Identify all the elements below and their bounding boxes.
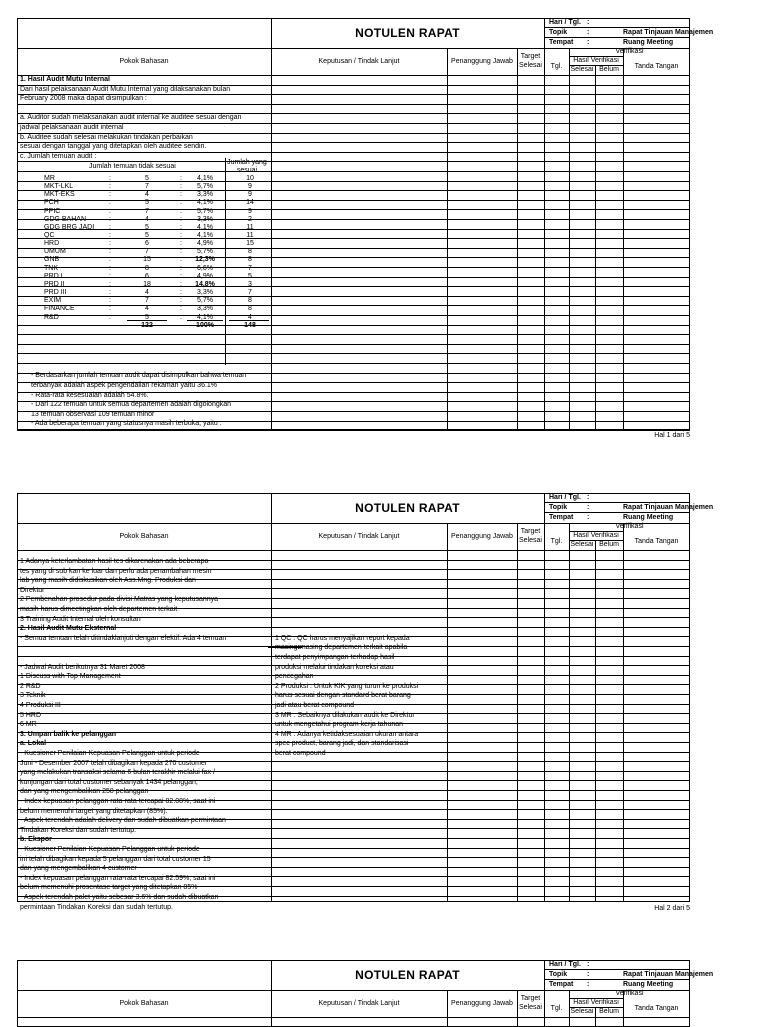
colon: : xyxy=(109,183,111,191)
audit-dept: UMUM xyxy=(44,248,66,256)
content-line: - Index kepuasan pelanggan rata-rata tercapai 82.08%, saat ini xyxy=(20,798,216,805)
audit-sesuai-count: 15 xyxy=(246,240,254,248)
audit-dept: PCH xyxy=(44,199,59,207)
content-line: 2. Hasil Audit Mutu Eksternal xyxy=(20,625,117,633)
content-line: 2 R&D xyxy=(20,682,41,690)
audit-count: 7 xyxy=(145,207,149,215)
colon: : xyxy=(109,313,111,321)
content-line: Dari hasil pelaksanaan Audit Mutu Internal yang dilaksanakan bulan xyxy=(20,85,231,93)
row-line xyxy=(17,219,690,220)
col-keputusan: Keputusan / Tindak Lanjut xyxy=(318,533,400,540)
content-line: Tindakan Koreksi dan sudah tertutup. xyxy=(20,826,137,834)
audit-sesuai-count: 4 xyxy=(248,313,252,321)
col-keputusan: Keputusan / Tindak Lanjut xyxy=(318,1000,400,1007)
colon: : xyxy=(109,289,111,297)
audit-sesuai-count: 8 xyxy=(248,305,252,313)
colon: : xyxy=(180,305,182,313)
col-selesai-verif: Selesai xyxy=(570,66,594,73)
col-hasil-verifikasi: Hasil Verifikasi xyxy=(573,532,619,539)
note-line: 13 temuan observasi 109 temuan minor xyxy=(31,410,155,418)
row-line xyxy=(17,296,690,297)
col-tanda-tangan: Tanda Tangan xyxy=(634,63,679,70)
row-line xyxy=(17,181,690,182)
row-line xyxy=(17,277,690,278)
decision-line: masing-masing departemen terkait apabila xyxy=(275,644,408,652)
colon: : xyxy=(109,272,111,280)
notulen-page-1 xyxy=(17,18,714,439)
row-line xyxy=(17,248,690,249)
content-line: - Jadwal Audit berikutnya 31 Maret 2008 xyxy=(20,663,145,671)
content-line: c. Jumlah temuan audit : xyxy=(20,152,97,160)
note-line: - Dari 122 temuan untuk semua departemen adalah digolongkan xyxy=(31,401,232,409)
content-line: 1. Hasil Audit Mutu Internal xyxy=(20,76,110,83)
audit-count: 5 xyxy=(145,232,149,239)
audit-count: 5 xyxy=(145,313,149,321)
decision-line: 2 Produksi : Untuk KIK yang turun ke produksi xyxy=(275,682,419,690)
audit-dept: GNB xyxy=(44,256,60,264)
tempat-value: Ruang Meeting xyxy=(623,514,674,521)
colon: : xyxy=(587,19,590,26)
colon: : xyxy=(180,207,182,215)
colon: : xyxy=(587,961,590,968)
colon: : xyxy=(180,191,182,199)
audit-percent: 6,6% xyxy=(197,264,213,272)
audit-col-sesuai-2: sesuai xyxy=(236,167,258,175)
audit-count: 8 xyxy=(145,264,149,272)
content-line: permintaan Tindakan Koreksi dan sudah tertutup. xyxy=(20,903,173,911)
col-selesai: Selesai xyxy=(519,537,542,544)
audit-count: 4 xyxy=(145,289,149,297)
audit-percent: 4,1% xyxy=(197,313,213,321)
row-line xyxy=(17,325,690,326)
topik-value: Rapat Tinjauan Manajemen xyxy=(623,29,714,36)
decision-line: 3 MR : Sebaiknya dilakukan audit ke Direktur xyxy=(275,711,415,719)
col-belum: Belum xyxy=(599,1008,619,1015)
audit-percent: 3,3% xyxy=(197,215,213,223)
colon: : xyxy=(180,264,182,272)
audit-sesuai-count: 9 xyxy=(248,191,252,199)
audit-percent: 5,7% xyxy=(197,248,213,256)
content-line: 2 Pembenahan prosedur pada divisi Matras yang keputusannya xyxy=(20,596,219,604)
audit-total-count: 122 xyxy=(141,321,153,329)
page-number: Hal 1 dari 5 xyxy=(654,432,690,439)
content-line: 6 MR xyxy=(20,721,37,729)
note-line: - Rata-rata kesesuaian adalah 54.8%. xyxy=(31,391,149,399)
audit-table-divider xyxy=(225,158,226,365)
content-line: - Semua temuan telah ditindaklanjuti dengan efektif. Ada 4 temuan xyxy=(20,634,227,642)
row-line xyxy=(17,588,690,589)
arrow-icon xyxy=(268,647,302,648)
content-line: a. Lokal xyxy=(20,740,47,748)
col-verifikasi: Verifikasi xyxy=(615,48,644,55)
row-line xyxy=(17,200,690,201)
colon: : xyxy=(587,971,590,978)
decision-line: 4 MR : Adanya ketidaksesuaian ukuran antara xyxy=(275,730,419,738)
content-line: belum memenuhi prosentase target yang ditetapkan 85% xyxy=(20,884,198,892)
colon: : xyxy=(587,29,590,36)
content-line: yang melakukan transaksi selama 6 bulan terakhir melalui fax / xyxy=(20,769,215,777)
audit-sesuai-count: 8 xyxy=(248,297,252,305)
header-bottom-line xyxy=(17,1017,690,1018)
content-line: 3 Teknik xyxy=(20,692,46,700)
row-line xyxy=(17,838,690,839)
hari-label: Hari / Tgl. xyxy=(549,494,581,501)
content-line: - Index kepuasan pelanggan rata-rata tercapai 82.59%, saat ini xyxy=(20,874,216,882)
decision-line: 1 QC : QC harus menyajikan report kepada xyxy=(275,634,410,642)
colon: : xyxy=(109,215,111,223)
audit-sesuai-count: 8 xyxy=(248,256,252,264)
audit-count: 7 xyxy=(145,297,149,305)
row-line xyxy=(17,229,690,230)
audit-count: 7 xyxy=(145,183,149,191)
header-bottom-line xyxy=(17,75,690,76)
content-line: tes yang di sub kan ke luar dan perlu ada penambahan mesin xyxy=(20,567,212,575)
audit-sesuai-count: 2 xyxy=(248,215,252,223)
audit-dept: PPIC xyxy=(44,207,61,215)
audit-dept: GDG BAHAN xyxy=(44,215,87,223)
note-line: - Berdasarkan jumlah temuan audit dapat disimpulkan bahwa temuan xyxy=(31,372,247,380)
hari-label: Hari / Tgl. xyxy=(549,961,581,968)
topik-label: Topik xyxy=(549,504,568,511)
column-divider xyxy=(271,990,272,1027)
audit-dept: MR xyxy=(44,174,55,182)
audit-count: 5 xyxy=(145,223,149,231)
topik-value: Rapat Tinjauan Manajemen xyxy=(623,504,714,511)
row-line xyxy=(17,209,690,210)
content-line: kunjungan dari total customer sebanyak 1434 pelanggan, xyxy=(20,778,198,786)
content-line: dan yang mengembalikan 4 customer xyxy=(20,865,137,873)
audit-percent: 4,1% xyxy=(197,199,213,207)
audit-dept: MKT-EKS xyxy=(44,191,75,199)
col-selesai: Selesai xyxy=(519,62,542,69)
colon: : xyxy=(180,313,182,321)
audit-count: 18 xyxy=(143,280,151,288)
content-line: b. Auditee sudah selesai melakukan tindakan perbaikan xyxy=(20,133,193,141)
audit-sesuai-count: 14 xyxy=(246,199,254,207)
content-line: 5 HRD xyxy=(20,711,42,719)
colon: : xyxy=(180,289,182,297)
topik-label: Topik xyxy=(549,29,568,36)
content-line: February 2008 maka dapat disimpulkan : xyxy=(20,95,147,103)
audit-percent: 5,7% xyxy=(197,207,213,215)
audit-col-sesuai: Jumlah yang xyxy=(227,159,267,167)
audit-sesuai-count: 10 xyxy=(246,174,254,182)
col-belum: Belum xyxy=(599,541,619,548)
colon: : xyxy=(109,191,111,199)
colon: : xyxy=(109,264,111,272)
audit-count: 5 xyxy=(145,199,149,207)
content-line: masih harus dimeetingkan oleh departemen terkait xyxy=(20,606,178,613)
audit-sesuai-count: 9 xyxy=(248,207,252,215)
colon: : xyxy=(180,215,182,223)
decision-line: harus sesuai dengan standard berat barang xyxy=(275,692,411,700)
topik-label: Topik xyxy=(549,971,568,978)
col-tanda-tangan: Tanda Tangan xyxy=(634,1005,679,1012)
audit-sesuai-count: 11 xyxy=(246,232,254,239)
colon: : xyxy=(109,240,111,248)
col-penanggung-jawab: Penanggung Jawab xyxy=(451,533,513,540)
content-line: - Aspek terendah palet yaitu sebesar 3.6% dan sudah dibuatkan xyxy=(20,894,219,901)
colon: : xyxy=(180,248,182,256)
decision-line: produksi melalui tindakan koreksi atau xyxy=(275,663,394,671)
row-line xyxy=(17,627,690,628)
decision-line: pencegahan - xyxy=(275,673,318,681)
colon: : xyxy=(587,504,590,511)
col-selesai-verif: Selesai xyxy=(570,1008,594,1015)
colon: : xyxy=(587,494,590,501)
audit-percent: 3,3% xyxy=(197,289,213,297)
col-verifikasi: Verifikasi xyxy=(615,523,644,530)
audit-sesuai-count: 3 xyxy=(248,280,252,288)
decision-line: untuk mengetahui program kerja tahunan xyxy=(275,721,404,729)
colon: : xyxy=(109,232,111,239)
audit-dept: MKT-LKL xyxy=(44,183,74,191)
colon: : xyxy=(587,514,590,521)
audit-sesuai-count: 8 xyxy=(248,248,252,256)
hari-label: Hari / Tgl. xyxy=(549,19,581,26)
row-line xyxy=(17,315,690,316)
colon: : xyxy=(180,272,182,280)
col-keputusan: Keputusan / Tindak Lanjut xyxy=(318,58,400,65)
row-line xyxy=(17,344,690,345)
audit-dept: EXIM xyxy=(44,297,62,305)
col-penanggung-jawab: Penanggung Jawab xyxy=(451,1000,513,1007)
colon: : xyxy=(109,297,111,305)
audit-sesuai-count: 9 xyxy=(248,183,252,191)
document-title: NOTULEN RAPAT xyxy=(355,968,460,982)
row-line xyxy=(17,353,690,354)
col-hasil-verifikasi: Hasil Verifikasi xyxy=(573,999,619,1006)
header-bottom-line xyxy=(17,550,690,551)
audit-count: 4 xyxy=(145,215,149,223)
row-line xyxy=(17,238,690,239)
col-target: Target xyxy=(520,53,541,60)
audit-count: 4 xyxy=(145,191,149,199)
colon: : xyxy=(180,297,182,305)
title-right-divider xyxy=(544,960,545,990)
colon: : xyxy=(587,39,590,46)
content-line: - Aspek terendah adalah delivery dan sudah dibuatkan permintaan xyxy=(20,817,226,825)
audit-sesuai-count: 5 xyxy=(248,272,252,280)
colon: : xyxy=(109,248,111,256)
audit-percent: 4,1% xyxy=(197,232,213,239)
page-number: Hal 2 dari 5 xyxy=(654,905,690,912)
colon: : xyxy=(109,207,111,215)
audit-dept: GDG BRG JADI xyxy=(44,223,95,231)
col-verifikasi: Verifikasi xyxy=(615,990,644,997)
audit-sesuai-count: 11 xyxy=(246,223,254,231)
colon: : xyxy=(109,256,111,264)
content-line: - Kuesioner Penilaian Kepuasan Pelanggan untuk periode xyxy=(20,750,200,757)
col-pokok-bahasan: Pokok Bahasan xyxy=(119,58,169,65)
audit-dept: PRD I xyxy=(44,272,63,280)
colon: : xyxy=(180,280,182,288)
row-line xyxy=(17,104,690,105)
audit-total-percent: 100% xyxy=(196,321,214,329)
row-line xyxy=(17,267,690,268)
tempat-value: Ruang Meeting xyxy=(623,39,674,46)
tempat-value: Ruang Meeting xyxy=(623,981,674,988)
audit-count: 6 xyxy=(145,240,149,248)
decision-line: terdapat penyimpangan terhadap hasil xyxy=(275,654,395,661)
audit-percent: 4,1% xyxy=(197,223,213,231)
tempat-label: Tempat xyxy=(549,39,574,46)
colon: : xyxy=(109,305,111,313)
audit-sesuai-count: 7 xyxy=(248,264,252,272)
col-tgl: Tgl. xyxy=(550,1005,563,1012)
decision-line: spec product, barang jadi, dan standarisasi xyxy=(275,740,409,748)
col-pokok-bahasan: Pokok Bahasan xyxy=(119,533,169,540)
title-right-divider xyxy=(544,493,545,523)
colon: : xyxy=(109,223,111,231)
row-line xyxy=(17,152,690,153)
audit-dept: FINANCE xyxy=(44,305,75,313)
content-line: 1 Discuss with Top Management xyxy=(20,673,121,681)
colon: : xyxy=(180,183,182,191)
audit-percent: 5,7% xyxy=(197,297,213,305)
page-border xyxy=(17,18,690,430)
colon: : xyxy=(109,199,111,207)
audit-dept: PRD II xyxy=(44,280,65,288)
col-penanggung-jawab: Penanggung Jawab xyxy=(451,58,513,65)
tempat-label: Tempat xyxy=(549,514,574,521)
row-line xyxy=(17,190,690,191)
row-line xyxy=(17,305,690,306)
content-line: - Kuesioner Penilaian Kepuasan Pelanggan untuk periode xyxy=(20,846,200,853)
audit-col-tidak-sesuai: Jumlah temuan tidak sesuai xyxy=(89,163,176,171)
row-line xyxy=(17,363,690,364)
colon: : xyxy=(180,174,182,182)
document-title: NOTULEN RAPAT xyxy=(355,501,460,515)
audit-percent: 3,3% xyxy=(197,191,213,199)
colon: : xyxy=(180,256,182,264)
document-title: NOTULEN RAPAT xyxy=(355,26,460,40)
audit-percent: 14,8% xyxy=(195,280,215,288)
content-line: dan yang mengembalikan 258 pelanggan xyxy=(20,788,149,796)
col-target: Target xyxy=(520,995,541,1002)
audit-sesuai-count: 7 xyxy=(248,289,252,297)
content-line: 3 Training Audit Internal oleh konsultan xyxy=(20,615,141,623)
content-line: b. Ekspor xyxy=(20,836,52,844)
audit-dept: PRD III xyxy=(44,289,67,297)
content-line: 1 Adanya keterlambatan hasil tes dikarenakan ada beberapa xyxy=(20,558,209,565)
audit-percent: 4,9% xyxy=(197,272,213,280)
content-line: Direktur xyxy=(20,586,45,594)
audit-percent: 3,3% xyxy=(197,305,213,313)
row-line xyxy=(17,257,690,258)
col-selesai-verif: Selesai xyxy=(570,541,594,548)
audit-percent: 5,7% xyxy=(197,183,213,191)
col-tanda-tangan: Tanda Tangan xyxy=(634,538,679,545)
title-right-divider xyxy=(544,18,545,48)
content-line: Juni - Desember 2007 telah dibagikan kepada 270 customer xyxy=(20,759,208,767)
colon: : xyxy=(109,174,111,182)
audit-dept: R&D xyxy=(44,313,59,321)
col-target: Target xyxy=(520,528,541,535)
tempat-label: Tempat xyxy=(549,981,574,988)
content-line: ini telah dibagikan kepada 5 pelanggan dari total customer 15 xyxy=(20,855,211,863)
colon: : xyxy=(180,199,182,207)
row-line xyxy=(17,286,690,287)
col-hasil-verifikasi: Hasil Verifikasi xyxy=(573,57,619,64)
audit-count: 7 xyxy=(145,248,149,256)
audit-percent: 12,3% xyxy=(195,256,215,264)
notulen-page-2 xyxy=(17,493,714,917)
audit-dept: TNK xyxy=(44,264,58,272)
note-line: - Ada beberapa temuan yang statusnya masih terbuka, yaitu : xyxy=(31,420,222,428)
content-line: sesuai dengan tanggal yang ditetapkan oleh auditee sendiri. xyxy=(20,143,207,151)
audit-dept: QC xyxy=(44,232,55,239)
content-line: jadwal pelaksanaan audit internal xyxy=(20,124,124,131)
audit-count: 6 xyxy=(145,272,149,280)
content-line: a. Auditor sudah melaksanakan audit internal ke auditee sesuai dengan xyxy=(20,114,242,122)
col-tgl: Tgl. xyxy=(550,63,563,70)
decision-line: berat compound xyxy=(275,750,326,757)
note-line: terbanyak adalah aspek pengendalian rekaman yaitu 36.1% xyxy=(31,382,218,389)
audit-count: 5 xyxy=(145,174,149,182)
audit-count: 15 xyxy=(143,256,151,264)
row-line xyxy=(17,430,690,431)
col-belum: Belum xyxy=(599,66,619,73)
colon: : xyxy=(587,981,590,988)
col-pokok-bahasan: Pokok Bahasan xyxy=(119,1000,169,1007)
col-selesai: Selesai xyxy=(519,1004,542,1011)
audit-dept: HRD xyxy=(44,240,60,248)
notulen-page-3 xyxy=(17,960,714,1024)
content-line: 4 Produksi III xyxy=(20,702,61,709)
colon: : xyxy=(180,240,182,248)
audit-total-sesuai: 148 xyxy=(244,321,256,329)
decision-line: jadi atau berat compound xyxy=(275,702,354,709)
content-line: lab yang masih didiskusikan oleh Ass.Mng. Produksi dan xyxy=(20,577,196,585)
colon: : xyxy=(180,232,182,239)
row-line xyxy=(17,334,690,335)
col-tgl: Tgl. xyxy=(550,538,563,545)
column-divider xyxy=(447,990,448,1027)
audit-percent: 4,9% xyxy=(197,240,213,248)
content-line: 3. Umpan balik ke pelanggan xyxy=(20,730,117,738)
colon: : xyxy=(180,223,182,231)
colon: : xyxy=(109,280,111,288)
audit-percent: 4,1% xyxy=(197,174,213,182)
audit-count: 4 xyxy=(145,305,149,313)
topik-value: Rapat Tinjauan Manajemen xyxy=(623,971,714,978)
content-line: belum memenuhi target yang ditetapkan (85%). xyxy=(20,807,168,815)
